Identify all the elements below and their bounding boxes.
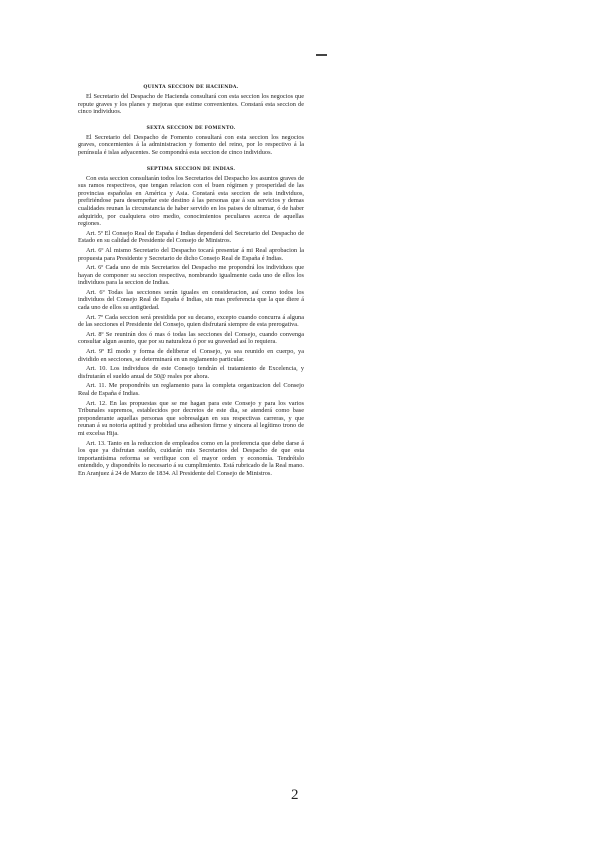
paragraph: Con esta seccion consultarán todos los Secretarios del Despacho los asuntos graves de sus ramos respectivos, que tengan relacion con el buen régimen y prosperidad de las provincias españolas en América y Asia. Constará esta seccion de seis individuos, prefiriéndose para desempeñar este destino á las personas que á sus servicios y demas cualidades reunan la circunstancia de haber servido en los paises de ultramar, ó de haber adquirido, por cualquiera otro medio, conocimientos peculiares acerca de aquellas regiones. [78,174,304,228]
article-paragraph: Art. 8º Se reunirán dos ó mas ó todas las secciones del Consejo, cuando convenga consultar algun asunto, que por su naturaleza ó por su gravedad así lo requiera. [78,330,304,346]
section-heading-fomento: SEXTA SECCION DE FOMENTO. [146,125,236,131]
article-paragraph: Art. 9º El modo y forma de deliberar el Consejo, ya sea reunido en cuerpo, ya dividido en secciones, se determinará en un reglamento particular. [78,348,304,363]
article-paragraph: Art. 11. Me propondréis un reglamento para la completa organizacion del Consejo Real de España é Indias. [78,382,304,397]
article-paragraph: Art. 13. Tanto en la reduccion de empleados como en la preferencia que debe darse á los que ya disfrutan sueldo, cuidarán mis Secretarios del Despacho de que esta importantísima reforma se verifique con el mayor orden y economía. Tendréislo entendido, y dispondréis lo necesario á su cumplimiento. Está rubricado de la Real mano. En Aranjuez á 24 de Marzo de 1834. Al Presidente del Consejo de Ministros. [78,439,304,477]
top-mark [316,54,327,56]
paragraph: El Secretario del Despacho de Hacienda consultará con esta seccion los negocios que repute graves y los planes y mejoras que estime convenientes. Constará esta seccion de cinco individuos. [78,93,304,116]
article-paragraph: Art. 6º Al mismo Secretario del Despacho tocará presentar á mi Real aprobacion la propuesta para Presidente y Secretario de dicho Consejo Real de España é Indias. [78,246,304,262]
article-paragraph: Art. 10. Los individuos de este Consejo tendrán el tratamiento de Excelencia, y disfrutarán el sueldo anual de 50@ reales por ahora. [78,365,304,380]
scanned-text-block [78,72,304,672]
paragraph: El Secretario del Despacho de Fomento consultará con esta seccion los negocios graves, concernientes á la administracion y fomento del reino, por lo respectivo á la península é islas adyacentes. Se compondrá esta seccion de cinco individuos. [78,133,304,156]
article-paragraph: Art. 7º Cada seccion será presidida por su decano, excepto cuando concurra á alguna de las secciones el Presidente del Consejo, quien disfrutará siempre de esta prerogativa. [78,313,304,329]
page-number: 2 [291,787,299,803]
section-heading-hacienda: QUINTA SECCION DE HACIENDA. [143,85,239,90]
article-paragraph: Art. 6º Cada uno de mis Secretarios del Despacho me propondrá los individuos que hayan de componer su seccion respectiva, nombrando igualmente cada uno de ellos los individuos para la seccion de Indias. [78,264,304,287]
article-paragraph: Art. 5º El Consejo Real de España é Indias dependerá del Secretario del Despacho de Estado en su calidad de Presidente del Consejo de Ministros. [78,229,304,245]
article-paragraph: Art. 12. En las propuestas que se me hagan para este Consejo y para los varios Tribunales supremos, establecidos por decretos de este dia, se atenderá como base preponderante aquellas personas que sobresalgan en sus respectivas carreras, y que reunan á su notoria aptitud y probidad una adhesion firme y sincera al legítimo trono de mi excelsa Hija. [78,399,304,437]
article-paragraph: Art. 6º Todas las secciones serán iguales en consideracion, así como todos los individuos del Consejo Real de España é Indias, sin mas preferencia que la que diere á cada uno de ellos su antigüedad. [78,288,304,312]
section-heading-indias: SEPTIMA SECCION DE INDIAS. [146,166,236,172]
